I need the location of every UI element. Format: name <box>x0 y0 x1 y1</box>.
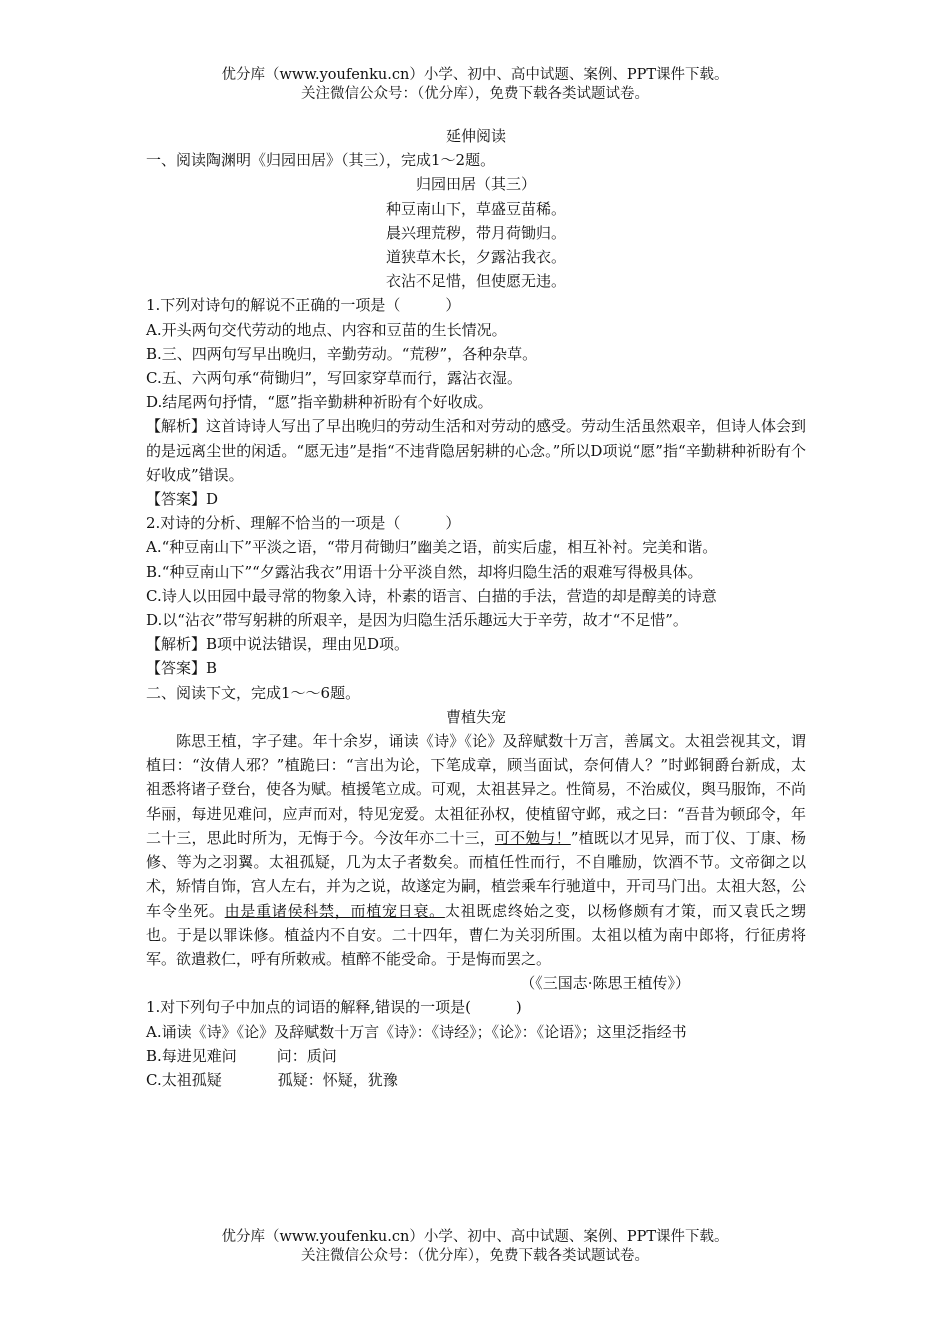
q2-answer: 【答案】B <box>146 659 218 678</box>
q1-option-b: B.三、四两句写早出晚归，辛勤劳动。“荒秽”，各种杂草。 <box>146 344 538 363</box>
q1-option-c: C.五、六两句承“荷锄归”，写回家穿草而行，露沾衣湿。 <box>146 369 523 388</box>
q1-answer: 【答案】D <box>146 490 219 509</box>
poem-title: 归园田居（其三） <box>415 175 536 194</box>
q2-analysis: 【解析】B项中说法错误，理由见D项。 <box>146 635 410 654</box>
q2-option-c: C.诗人以田园中最寻常的物象入诗，朴素的语言、白描的手法，营造的却是醇美的诗意 <box>146 586 717 605</box>
q1-option-d: D.结尾两句抒情，“愿”指辛勤耕种祈盼有个好收成。 <box>146 393 493 412</box>
passage-segment: 太祖既虑终始之变，以杨修颇有才策，而又袁氏之甥也。于是以罪诛修。植益内不自安。二十四年，曹仁为关羽所围。太祖以植为南中郎将，行征虏将军。欲遣救仁，呼有所敕戒。植醉不能受命。于是悔而罢之。 <box>146 901 806 968</box>
p2-q1-option-b <box>146 1044 806 1068</box>
part2-instruction: 二、阅读下文，完成1～～6题。 <box>146 683 361 702</box>
p2-q1-option-c <box>146 1068 806 1092</box>
passage-text <box>146 729 806 971</box>
passage-source: （《三国志·陈思王植传》） <box>520 974 690 993</box>
q2-option-b: B.“种豆南山下”“夕露沾我衣”用语十分平淡自然，却将归隐生活的艰难写得极具体。 <box>146 562 703 581</box>
document-body <box>146 124 806 1092</box>
q1-option-a: A.开头两句交代劳动的地点、内容和豆苗的生长情况。 <box>146 320 507 339</box>
q2-option-d: D.以“沾衣”带写躬耕的所艰辛，是因为归隐生活乐趣远大于辛劳，故才“不足惜”。 <box>146 611 688 630</box>
q2-option-a: A.“种豆南山下”平淡之语，“带月荷锄归”幽美之语，前实后虚，相互补衬。完美和谐。 <box>146 538 718 557</box>
option-gloss: 孤疑：怀疑，犹豫 <box>277 1070 398 1089</box>
part1-instruction: 一、阅读陶渊明《归园田居》（其三），完成1～2题。 <box>146 151 496 170</box>
underlined-sentence: 由是重诸侯科禁，而植宠日衰。 <box>224 901 445 920</box>
passage-segment: 陈思王植，字子建。年十余岁，诵读《诗》《论》及辞赋数十万言，善属文。太祖尝视其文，谓植曰：“汝倩人邪？”植跪曰：“言出为论，下笔成章，顾当面试，奈何倩人？”时邺铜爵台新成，太祖悉将诸子登台，使各为赋。植援笔立成。可观，太祖甚异之。性简易，不治威仪，舆马服饰，不尚华丽，每进见难问，应声而对，特见宠爱。太祖征孙权，使植留守邺，戒之曰：“吾昔为顿邱令，年二十三，思此时所为，无悔于今。今汝年亦二十三， <box>146 732 807 847</box>
page-footer <box>0 1228 950 1266</box>
passage-segment: ”植既以才见异，而丁仪、丁康、杨修、等为之羽翼。太祖孤疑，几为太子者数矣。而植任性而行，不自雕励，饮酒不节。文帝御之以术，矫情自饰，宫人左右，并为之说，故遂定为嗣，植尝乘车行驰道中，开司马门出。太祖大怒，公车令坐死。 <box>146 828 807 920</box>
option-text: C.太祖孤疑 <box>146 1070 222 1089</box>
poem-line: 晨兴理荒秽，带月荷锄归。 <box>385 223 566 242</box>
p2-q1-stem: 1.对下列句子中加点的词语的解释,错误的一项是( ) <box>146 998 522 1017</box>
poem-line: 道狭草木长，夕露沾我衣。 <box>385 248 566 267</box>
p2-q1-option-a: A.诵读《诗》《论》及辞赋数十万言《诗》：《诗经》；《论》：《论语》；这里泛指经书 <box>146 1022 687 1041</box>
poem-line: 衣沾不足惜，但使愿无违。 <box>385 272 566 291</box>
q1-analysis: 【解析】这首诗诗人写出了早出晚归的劳动生活和对劳动的感受。劳动生活虽然艰辛，但诗人体会到的是远离尘世的闲适。“愿无违”是指“不违背隐居躬耕的心念。”所以D项说“愿”指“辛勤耕种祈盼有个好收成”错误。 <box>146 417 807 484</box>
header-line-1: 优分库（www.youfenku.cn）小学、初中、高中试题、案例、PPT课件下载。 <box>221 67 729 83</box>
header-line-2: 关注微信公众号：（优分库），免费下载各类试题试卷。 <box>301 86 649 102</box>
footer-line-1: 优分库（www.youfenku.cn）小学、初中、高中试题、案例、PPT课件下载。 <box>221 1229 729 1245</box>
q2-stem: 2.对诗的分析、理解不恰当的一项是（ ） <box>146 514 461 533</box>
q1-stem: 1.下列对诗句的解说不正确的一项是（ ） <box>146 296 461 315</box>
page-header <box>0 66 950 104</box>
option-gloss: 问：质问 <box>276 1046 337 1065</box>
poem-line: 种豆南山下，草盛豆苗稀。 <box>385 199 566 218</box>
passage-title: 曹植失宠 <box>445 707 506 726</box>
doc-title: 延伸阅读 <box>445 127 506 145</box>
footer-line-2: 关注微信公众号：（优分库），免费下载各类试题试卷。 <box>301 1248 649 1264</box>
underlined-sentence: 可不勉与！ <box>494 828 571 847</box>
option-text: B.每进见难问 <box>146 1046 237 1065</box>
